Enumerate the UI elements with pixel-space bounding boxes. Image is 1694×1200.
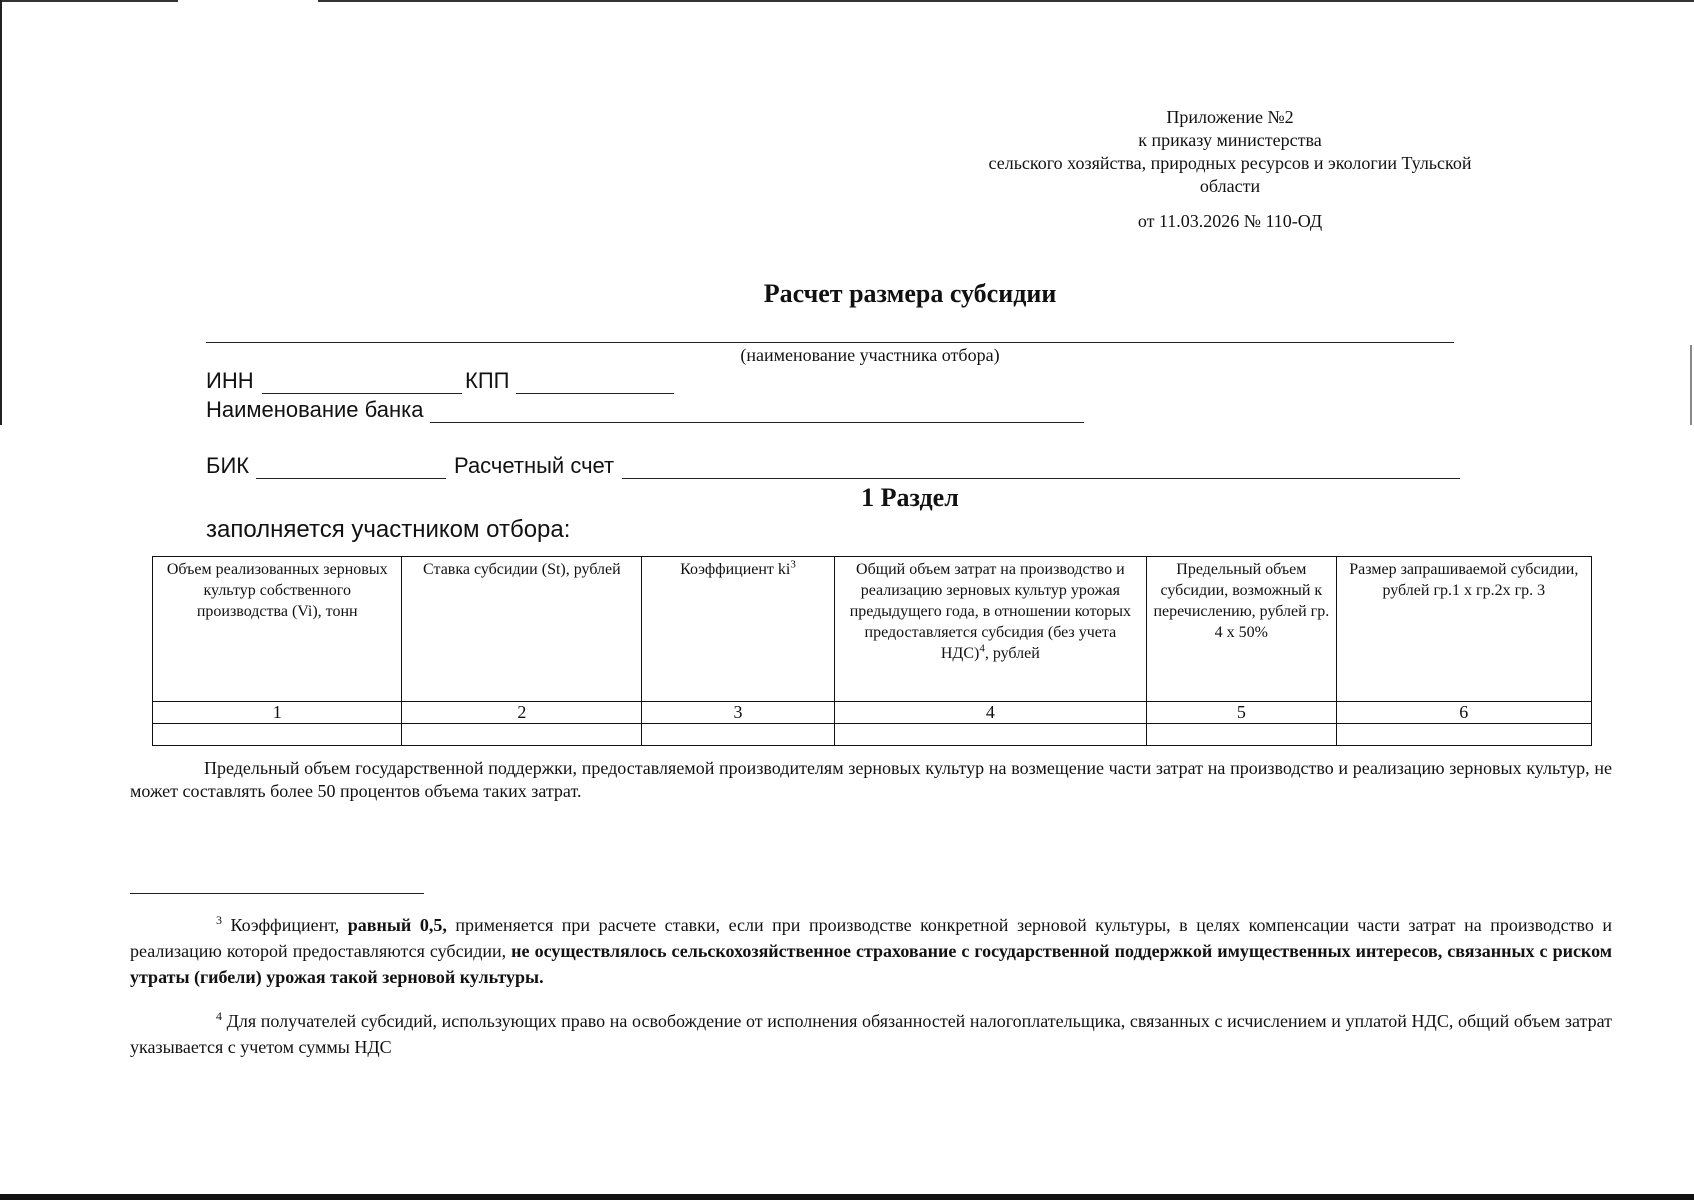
table-header-row [153, 557, 1592, 702]
input-cell-total-costs[interactable] [834, 724, 1146, 746]
table-input-row [153, 724, 1592, 746]
account-line [622, 478, 1460, 479]
document-title: Расчет размера субсидии [763, 279, 1057, 308]
col-number: 3 [642, 702, 834, 724]
col-number: 2 [402, 702, 642, 724]
footnote-3-bold-b: не осуществлялось сельскохозяйственное страхование с государственной поддержкой имущественных интересов, связанных с риском утраты (гибели) урожая такой зерновой культуры. [130, 941, 1612, 987]
col-number: 5 [1147, 702, 1337, 724]
appendix-number: Приложение №2 [1166, 107, 1294, 127]
left-edge-bar [0, 0, 2, 425]
bank-label: Наименование банка [206, 397, 424, 422]
kpp-line [516, 393, 674, 394]
participant-caption: (наименование участника отбора) [740, 345, 1000, 365]
subsidy-table [152, 556, 1592, 746]
footnote-ref-4: 4 [979, 642, 985, 655]
input-cell-requested[interactable] [1336, 724, 1591, 746]
footnote-3-text-b: применяется при расчете ставки, если при производстве конкретной зерновой культуры, в целях компенсации части затрат на производство и реализацию которой предоставляются субсидии, [130, 915, 1613, 961]
bik-line [256, 478, 446, 479]
input-cell-rate[interactable] [402, 724, 642, 746]
footnote-3 [130, 907, 1612, 990]
appendix-ministry-line: сельского хозяйства, природных ресурсов и экологии Тульской [988, 153, 1472, 173]
footnote-3-bold-a: равный 0,5, [347, 915, 447, 935]
kpp-label: КПП [465, 368, 510, 393]
header-rate: Ставка субсидии (St), рублей [402, 557, 642, 702]
footnote-separator [130, 893, 424, 894]
header-coefficient [642, 557, 834, 702]
top-edge-line-left [0, 0, 178, 2]
footnote-ref-3: 3 [790, 558, 796, 571]
header-total-costs [834, 557, 1146, 702]
col-number: 1 [153, 702, 402, 724]
input-cell-volume[interactable] [153, 724, 402, 746]
limit-note: Предельный объем государственной поддержки, предоставляемой производителям зерновых культур на возмещение части затрат на производство и реализацию зерновых культур, не может составлять более 50 процентов объема таких затрат. [130, 758, 1612, 801]
footnote-4-text: Для получателей субсидий, использующих право на освобождение от исполнения обязанностей налогоплательщика, связанных с исчислением и уплатой НДС, общий объем затрат указывается с учетом суммы НДС [130, 1011, 1612, 1057]
footnote-4 [130, 1003, 1612, 1060]
col-number: 6 [1336, 702, 1591, 724]
footnote-4-mark: 4 [216, 1009, 222, 1023]
header-total-costs-tail: , рублей [984, 645, 1040, 662]
participant-name-line [206, 342, 1454, 343]
footnote-3-text-a: Коэффициент, [222, 915, 348, 935]
appendix-order-line: к приказу министерства [1138, 130, 1322, 150]
inn-line [262, 393, 462, 394]
input-cell-limit[interactable] [1147, 724, 1337, 746]
right-edge-mark [1690, 345, 1692, 425]
account-label: Расчетный счет [454, 453, 615, 478]
input-cell-coefficient[interactable] [642, 724, 834, 746]
header-limit: Предельный объем субсидии, возможный к перечислению, рублей гр. 4 х 50% [1147, 557, 1337, 702]
bank-line [430, 422, 1084, 423]
table-number-row [153, 702, 1592, 724]
fill-note: заполняется участником отбора: [206, 516, 571, 543]
col-number: 4 [834, 702, 1146, 724]
header-volume: Объем реализованных зерновых культур собственного производства (Vi), тонн [153, 557, 402, 702]
appendix-header [900, 106, 1560, 233]
header-total-costs-text: Общий объем затрат на производство и реализацию зерновых культур урожая предыдущего года, в отношении которых предоставляется субсидия (без учета НДС) [849, 561, 1131, 662]
header-requested: Размер запрашиваемой субсидии, рублей гр.1 х гр.2х гр. 3 [1336, 557, 1591, 702]
appendix-date: от 11.03.2026 № 110-ОД [1137, 211, 1323, 231]
appendix-region-line: области [1199, 176, 1261, 196]
header-coefficient-text: Коэффициент ki [680, 561, 791, 578]
section-title: 1 Раздел [861, 483, 959, 512]
footnote-3-mark: 3 [216, 913, 222, 927]
inn-label: ИНН [206, 368, 254, 393]
top-edge-line-right [318, 0, 1694, 2]
bottom-edge-bar [0, 1194, 1694, 1200]
bik-label: БИК [206, 453, 250, 478]
